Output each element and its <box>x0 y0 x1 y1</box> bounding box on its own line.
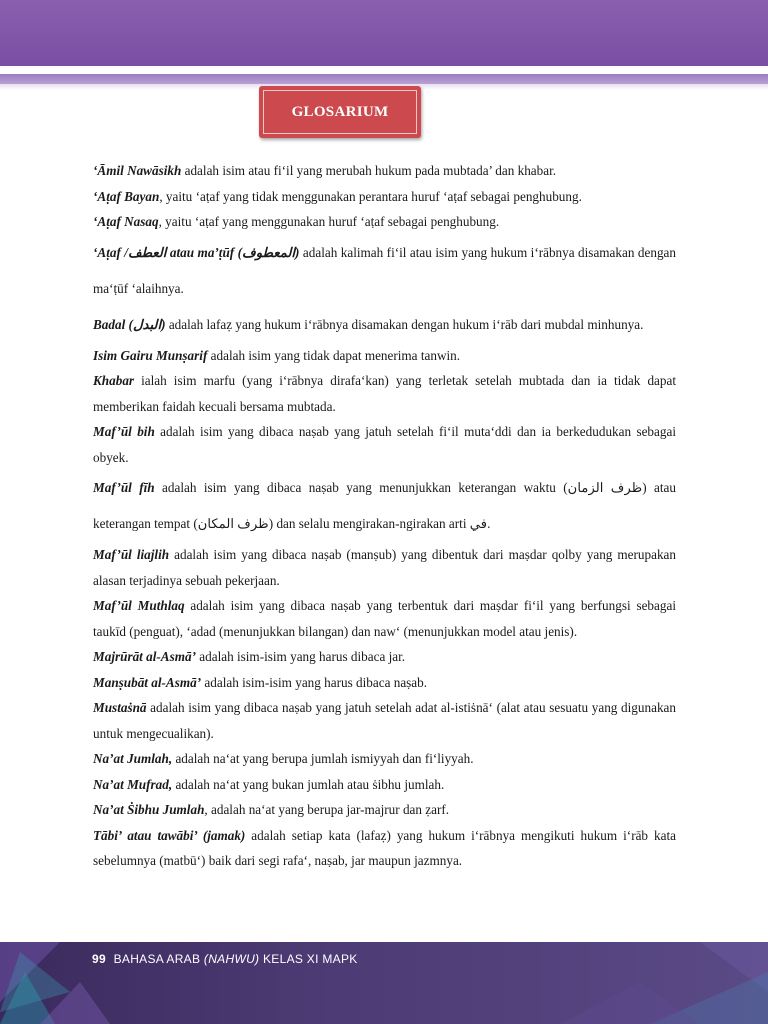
glossary-term: Badal (البدل) <box>93 316 166 332</box>
glossary-term: Maf’ūl fīh <box>93 480 155 495</box>
glossary-definition: , adalah na‘at yang berupa jar-majrur dan ẓarf. <box>204 802 450 817</box>
footer-subject: (NAHWU) <box>203 952 260 966</box>
glossary-term: Khabar <box>93 373 135 388</box>
glossary-term: ‘Aṭaf Nasaq <box>93 214 159 229</box>
glossary-definition: , yaitu ‘aṭaf yang menggunakan huruf ‘aṭaf sebagai penghubung. <box>158 214 500 229</box>
glossary-definition: adalah isim yang dibaca naṣab (manṣub) yang dibentuk dari maṣdar qolby yang merupakan alasan terjadinya sebuah pekerjaan. <box>93 547 677 588</box>
glossary-definition: adalah isim yang dibaca naṣab yang menunjukkan keterangan waktu (ظرف الزمان) atau keterangan tempat (ظرف المكان) dan selalu mengirakan-ngirakan arti في. <box>93 480 677 531</box>
glossary-term: Na’at Mufrad, <box>93 776 173 792</box>
glossary-definition: adalah isim-isim yang harus dibaca jar. <box>195 649 406 664</box>
glossary-entry-ataf-bayan <box>93 184 676 210</box>
glossary-entry-amil-nawasikh <box>93 158 676 184</box>
glossary-entry-maful-bih <box>93 419 676 470</box>
glossary-definition: adalah isim yang dibaca naṣab yang jatuh setelah fi‘il muta‘ddi dan ia berkedudukan sebagai obyek. <box>93 424 676 465</box>
glossary-entry-mustasna <box>93 695 676 746</box>
header-stripe <box>0 74 768 84</box>
glossary-term: Tābi’ atau tawābi’ (jamak) <box>93 827 246 843</box>
glossary-list <box>93 158 676 874</box>
glossary-definition: , yaitu ‘aṭaf yang tidak menggunakan perantara huruf ‘aṭaf sebagai penghubung. <box>159 188 582 204</box>
glossary-definition: adalah isim yang dibaca naṣab yang jatuh setelah adat al-istiṡnā‘ (alat atau sesuatu yang digunakan untuk mengecualikan). <box>93 700 676 741</box>
glossary-definition: adalah isim yang dibaca naṣab yang terbentuk dari maṣdar fi‘il yang berfungsi sebagai taukīd (penguat), ‘adad (menunjukkan bilangan) dan naw‘ (menunjukkan model atau jenis). <box>93 598 676 639</box>
glossary-entry-maful-fih <box>93 470 676 542</box>
glossary-entry-majrurat-al-asma <box>93 644 676 670</box>
glossary-term: Majrūrāt al-Asmā’ <box>93 649 196 664</box>
glossary-entry-isim-gairu-munsarif <box>93 343 676 369</box>
footer-text <box>92 952 358 966</box>
glossary-entry-naat-mufrad <box>93 772 676 798</box>
glossary-entry-badal <box>93 307 676 343</box>
glossary-definition: ialah isim marfu (yang i‘rābnya dirafa‘kan) yang terletak setelah mubtada dan ia tidak dapat memberikan faidah kecuali bersama mubtada. <box>93 373 676 414</box>
glossary-definition: adalah na‘at yang bukan jumlah atau ṡibhu jumlah. <box>172 776 445 792</box>
glossary-term: Isim Gairu Munṣarif <box>93 347 208 363</box>
glossary-entry-maful-muthlaq <box>93 593 676 644</box>
footer-band <box>0 942 768 1024</box>
glossary-definition: adalah isim-isim yang harus dibaca naṣab. <box>201 674 428 690</box>
glossary-term: Maf’ūl Muthlaq <box>93 598 185 613</box>
glossary-term: ‘Aṭaf /العطف atau ma’ṭūf (المعطوف) <box>93 244 300 260</box>
glossary-entry-ataf-nasaq <box>93 209 676 235</box>
glossary-definition: adalah kalimah fi‘il atau isim yang hukum i‘rābnya disamakan dengan ma‘ṭūf ‘alaihnya. <box>93 244 676 296</box>
glossary-term: ‘Aṭaf Bayan <box>93 188 160 204</box>
glossary-entry-naat-jumlah <box>93 746 676 772</box>
glossary-definition: adalah isim yang tidak dapat menerima tanwin. <box>207 347 461 363</box>
glossary-definition: adalah lafaẓ yang hukum i‘rābnya disamakan dengan hukum i‘rāb dari mubdal minhunya. <box>165 316 644 332</box>
glossary-term: Na’at Jumlah, <box>93 751 173 766</box>
footer-book-title: BAHASA ARAB <box>113 952 201 966</box>
glossary-definition: adalah setiap kata (lafaẓ) yang hukum i‘rābnya mengikuti hukum i‘rāb kata sebelumnya (matbū‘) baik dari segi rafa‘, naṣab, jar maupun jazmnya. <box>93 827 676 868</box>
page-title: GLOSARIUM <box>263 90 417 134</box>
glossary-entry-tabi <box>93 823 676 874</box>
glossary-term: Maf’ūl bih <box>93 424 155 439</box>
page-number: 99 <box>92 952 106 966</box>
glossary-term: ‘Āmil Nawāsikh <box>93 163 182 178</box>
glossary-term: Manṣubāt al-Asmā’ <box>93 674 202 690</box>
glossary-term: Mustaṡnā <box>93 700 147 715</box>
glosarium-title-box <box>259 86 421 138</box>
header-band <box>0 0 768 66</box>
footer-class: KELAS XI MAPK <box>262 952 358 966</box>
glossary-term: Maf’ūl liajlih <box>93 547 170 562</box>
glossary-entry-khabar <box>93 368 676 419</box>
header-divider <box>0 66 768 74</box>
glossary-entry-maful-liajlih <box>93 542 676 593</box>
glossary-definition: adalah isim atau fi‘il yang merubah hukum pada mubtada’ dan khabar. <box>181 163 557 178</box>
glossary-definition: adalah na‘at yang berupa jumlah ismiyyah dan fi‘liyyah. <box>172 751 474 766</box>
glossary-entry-ataf <box>93 235 676 307</box>
glossary-term: Na’at Ṡibhu Jumlah <box>93 802 205 817</box>
glossary-entry-naat-sibhu-jumlah <box>93 797 676 823</box>
glossary-entry-mansubat-al-asma <box>93 670 676 696</box>
